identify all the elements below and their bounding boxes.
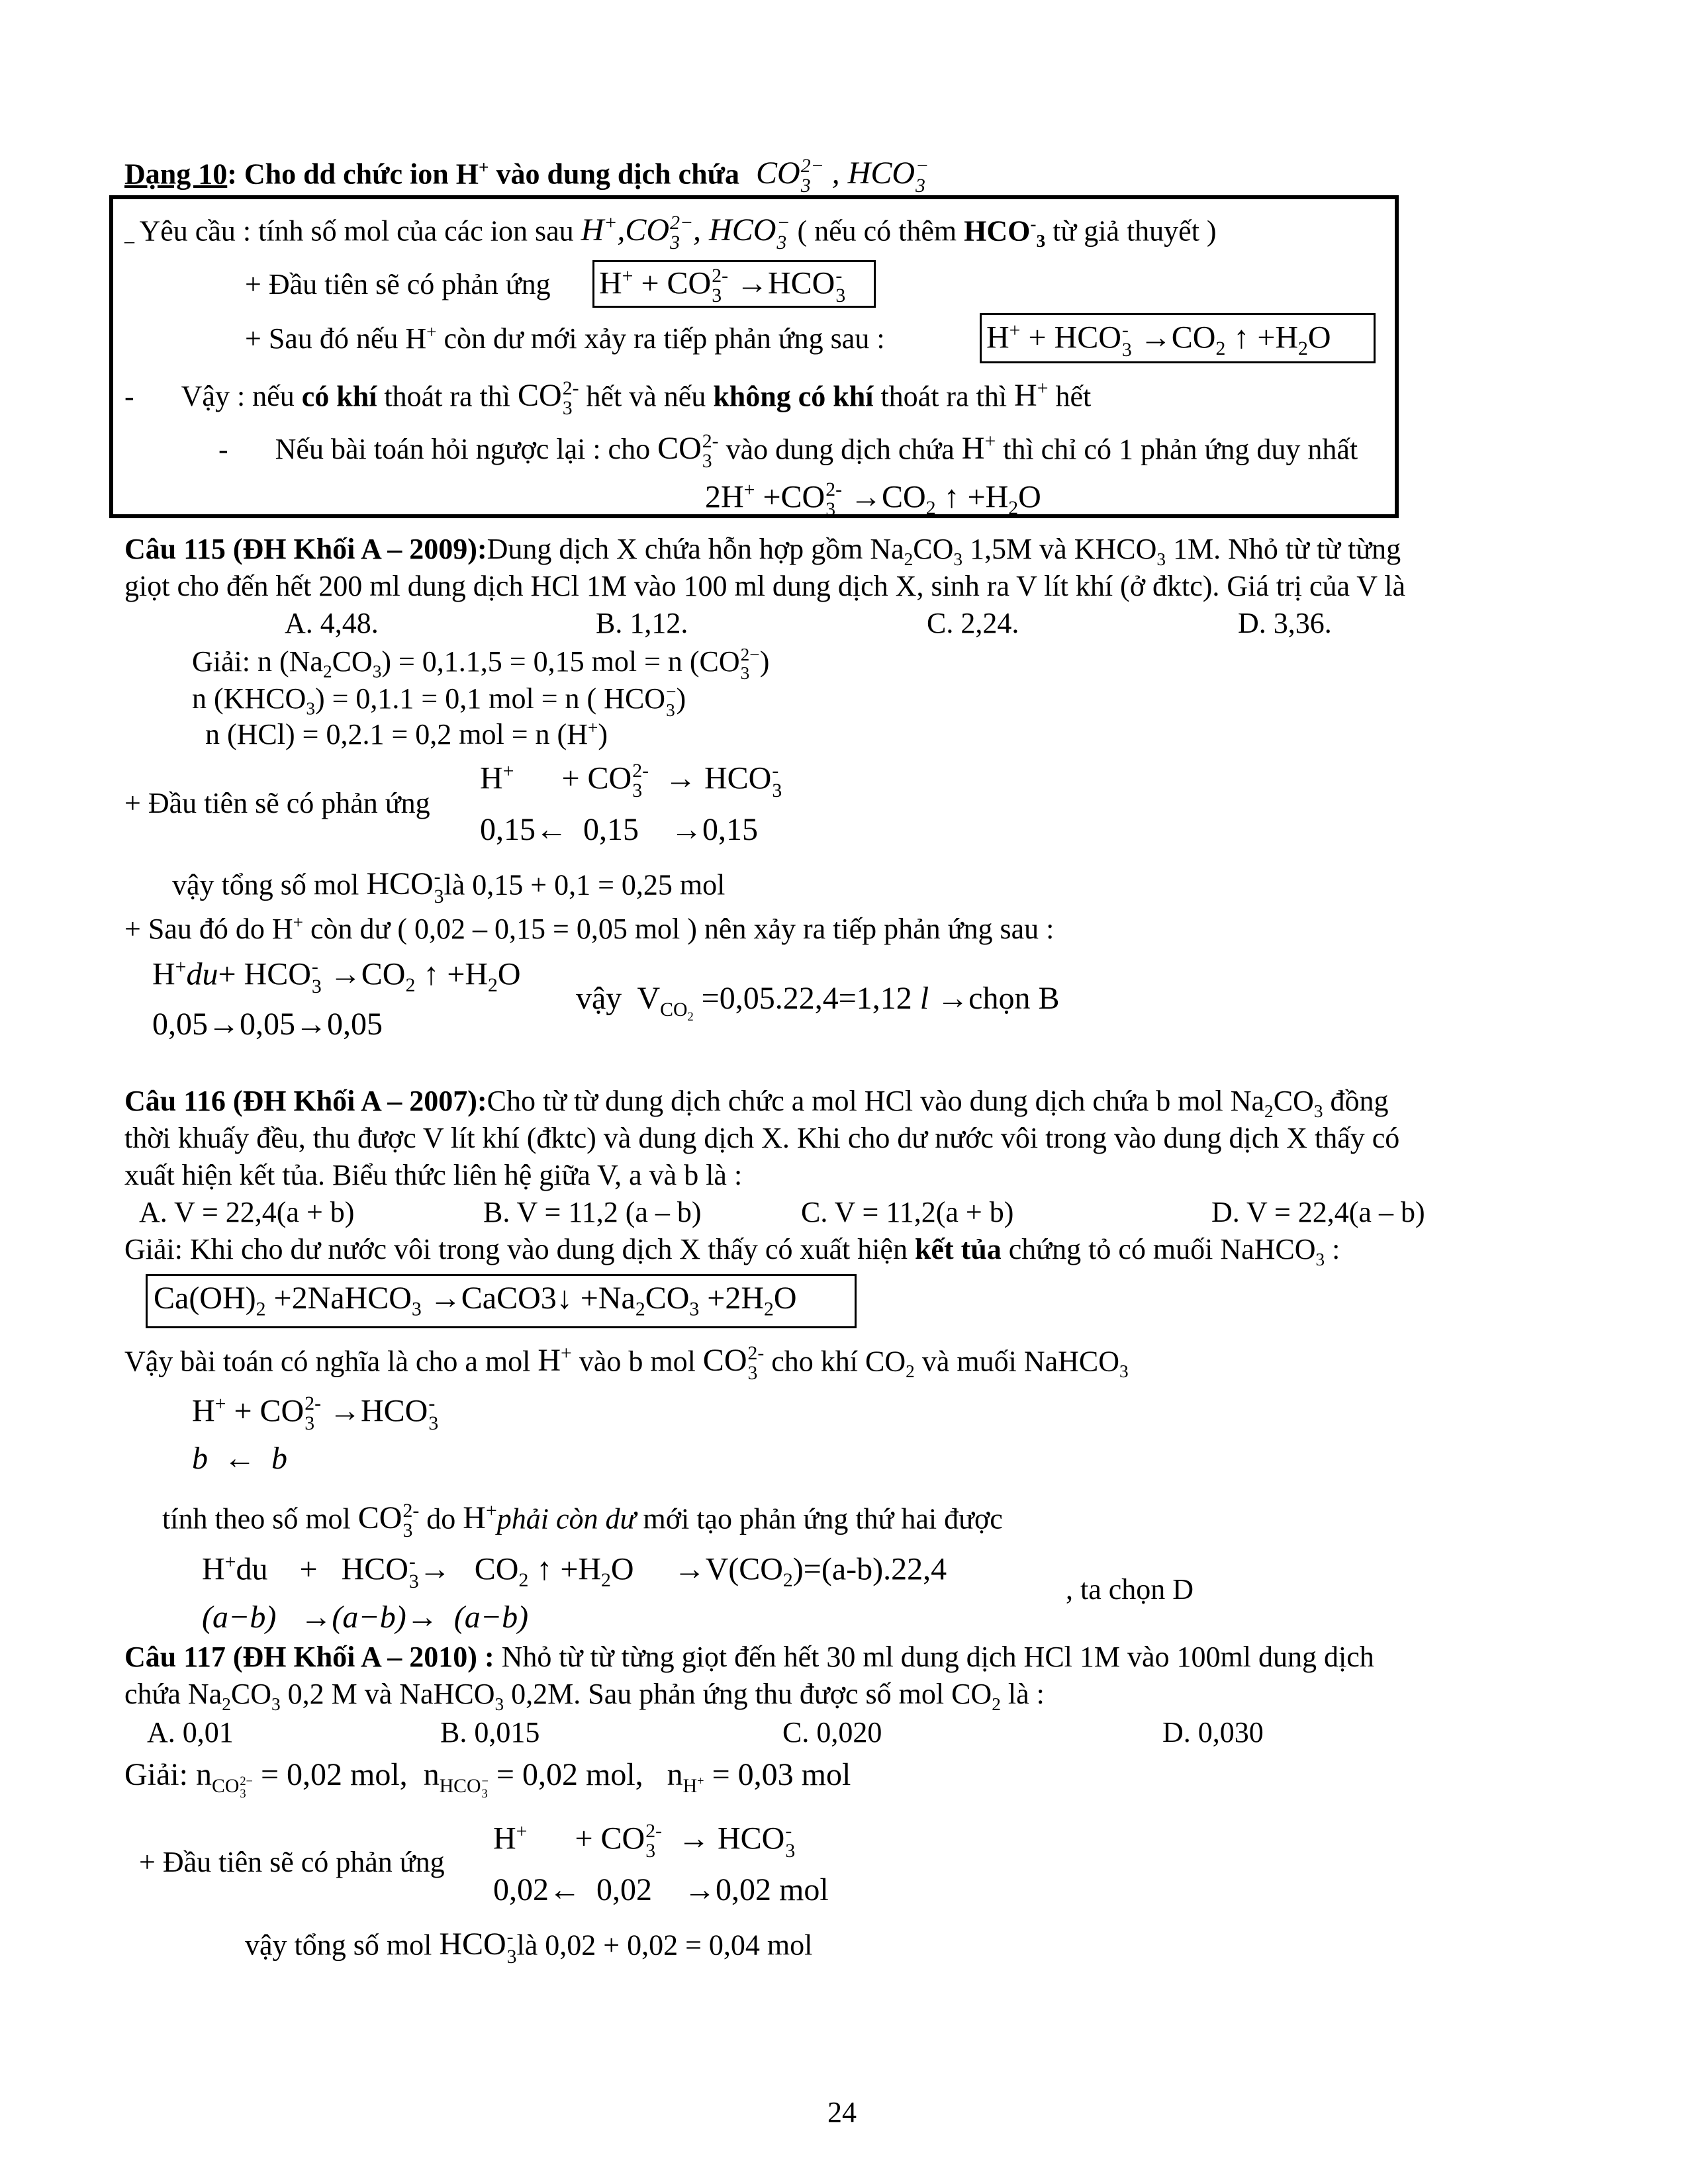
intro-reaction-3: 2H+ +CO 2- 3 $\to CO_2$ ↑ $+H_2O$: [705, 478, 1041, 521]
q117-reaction-1-mol: 0,02← 0,02 →0,02 mol: [493, 1872, 829, 1907]
q115-option-a: A. 4,48.: [285, 607, 379, 639]
q116-reaction-1-mol: b ← b: [192, 1441, 287, 1476]
q115-line-1: Câu 115 (ĐH Khối A – 2009):Dung dịch X chứa hỗn hợp gồm $Na_2CO_3$ 1,5M và $KHCO_3$ 1M. Nhỏ từ từ từng: [124, 533, 1401, 569]
heading-formula: CO 2− 3 , HCO − 3: [756, 155, 929, 197]
q116-reaction-2: H+du + HCO - 3 → $CO_2$ ↑ $+H_2O$ $\to V(CO_2)=(a-b).22,4$: [202, 1551, 947, 1593]
q115-reaction-1: H+ + CO 2- 3 → HCO - 3: [480, 760, 782, 802]
q116-option-a: A. V = 22,4(a + b): [139, 1196, 355, 1228]
q116-line-1: Câu 116 (ĐH Khối A – 2007):Cho từ từ dung dịch chức a mol HCl vào dung dịch chứa b mol $Na_2CO_3$ đồng: [124, 1085, 1389, 1121]
q116-option-b: B. V = 11,2 (a – b): [483, 1196, 702, 1228]
q117-option-a: A. 0,01: [147, 1716, 234, 1749]
q115-step-2: + Sau đó do H+ còn dư ( 0,02 – 0,15 = 0,05 mol ) nên xảy ra tiếp phản ứng sau :: [124, 912, 1055, 945]
q117-total: vậy tổng số mol HCO - 3 là 0,02 + 0,02 = 0,04 mol: [245, 1926, 813, 1968]
q117-line-2: chứa $Na_2CO_3$ 0,2 M và NaHCO$_3$ 0,2M. Sau phản ứng thu được số mol $CO_2$ là :: [124, 1678, 1045, 1714]
q115-solution-2: n $(KHCO_3) = 0,1.1 = 0,1$ mol = n ( HCO − 3 ): [192, 682, 686, 720]
q115-reaction-2-mol: 0,05→0,05→0,05: [152, 1007, 383, 1042]
q115-reaction-2: H+du+ HCO - 3 $\to CO_2$ ↑ $+H_2O$: [152, 956, 521, 998]
q116-option-c: C. V = 11,2(a + b): [801, 1196, 1014, 1228]
q116-option-d: D. V = 22,4(a – b): [1211, 1196, 1425, 1228]
q117-reaction-1: H+ + CO 2- 3 → HCO - 3: [493, 1820, 796, 1862]
q115-reaction-1-mol: 0,15← 0,15 →0,15: [480, 812, 758, 847]
q115-option-d: D. 3,36.: [1238, 607, 1332, 639]
q116-reaction-box-text: $Ca(OH)_2$ +2NaHCO$_3$ →CaCO3↓ $+Na_2CO_3 +2H_2O$: [154, 1281, 797, 1320]
q115-total: vậy tổng số mol HCO - 3 là 0,15 + 0,1 = 0,25 mol: [172, 866, 726, 908]
q116-meaning: Vậy bài toán có nghĩa là cho a mol H+ vào b mol CO 2- 3 cho khí $CO_2$ và muối NaHCO$_3$: [124, 1342, 1129, 1385]
q116-solution-1: Giải: Khi cho dư nước vôi trong vào dung dịch X thấy có xuất hiện kết tủa chứng tỏ có muối NaHCO$_3$ :: [124, 1233, 1340, 1269]
intro-line-2: + Đầu tiên sẽ có phản ứng: [245, 268, 551, 300]
q117-step-1: + Đầu tiên sẽ có phản ứng: [139, 1846, 445, 1878]
q115-solution-3: n (HCl) = 0,2.1 = 0,2 mol = n (H+): [205, 717, 608, 751]
q116-line-3: xuất hiện kết tủa. Biểu thức liên hệ giữa V, a và b là :: [124, 1159, 743, 1191]
q116-reaction-2-mol: (a−b) →(a−b)→ (a−b): [202, 1600, 529, 1635]
q115-step-1: + Đầu tiên sẽ có phản ứng: [124, 787, 430, 819]
q117-option-d: D. 0,030: [1162, 1716, 1264, 1749]
q117-option-b: B. 0,015: [440, 1716, 540, 1749]
q116-choose: , ta chọn D: [1066, 1573, 1194, 1606]
q115-solution-1: Giải: n $(Na_2CO_3) = 0,1.1,5 = 0,15$ mol = n (CO 2− 3 ): [192, 645, 770, 683]
q115-option-b: B. 1,12.: [596, 607, 688, 639]
intro-line-3: + Sau đó nếu H+ còn dư mới xảy ra tiếp phản ứng sau :: [245, 322, 885, 355]
q116-line-2: thời khuấy đều, thu được V lít khí (đktc) và dung dịch X. Khi cho dư nước vôi trong vào dung dịch X thấy có: [124, 1122, 1400, 1154]
q115-option-c: C. 2,24.: [927, 607, 1019, 639]
page-number: 24: [827, 2096, 857, 2128]
q116-calc: tính theo số mol CO 2- 3 do H+phải còn dư mới tạo phản ứng thứ hai được: [162, 1500, 1003, 1542]
intro-line-4: - Vậy : nếu có khí thoát ra thì CO 2- 3 hết và nếu không có khí thoát ra thì H+ hết: [124, 377, 1092, 420]
intro-reaction-1: H+ + CO 2- 3 →HCO - 3: [599, 265, 846, 307]
q115-line-2: giọt cho đến hết 200 ml dung dịch HCl 1M vào 100 ml dung dịch X, sinh ra V lít khí (ở đktc). Giá trị của V là: [124, 570, 1406, 602]
q117-line-1: Câu 117 (ĐH Khối A – 2010) : Nhỏ từ từ từng giọt đến hết 30 ml dung dịch HCl 1M vào 100ml dung dịch: [124, 1641, 1374, 1673]
q117-solution: Giải: $n_{CO 2- 3}$ = 0,02 mol, $n_{HCO - 3}$ = 0,02 mol, $n_{H^+} = 0,03$ mol: [124, 1757, 851, 1800]
q117-option-c: C. 0,020: [782, 1716, 882, 1749]
q115-answer: vậy $V_{CO_2} =0,05.22,4=1,12$ l →chọn B: [576, 981, 1060, 1023]
intro-line-5: - Nếu bài toán hỏi ngược lại : cho CO 2- 3 vào dung dịch chứa H+ thì chỉ có 1 phản ứng duy nhất: [218, 430, 1358, 473]
section-heading: Dạng 10: Cho dd chức ion H+ vào dung dịch chứa CO 2− 3 , HCO − 3: [124, 155, 929, 197]
intro-reaction-2: H+ + HCO - 3 $\to CO_2$ ↑ $+H_2O$: [986, 319, 1331, 361]
intro-line-1: _ Yêu cầu : tính số mol của các ion sau H+,CO 2− 3 , HCO − 3 ( nếu có thêm $HCO^-_3$ từ giả thuyết ): [124, 212, 1217, 254]
q116-reaction-1: H+ + CO 2- 3 →HCO - 3: [192, 1392, 439, 1435]
